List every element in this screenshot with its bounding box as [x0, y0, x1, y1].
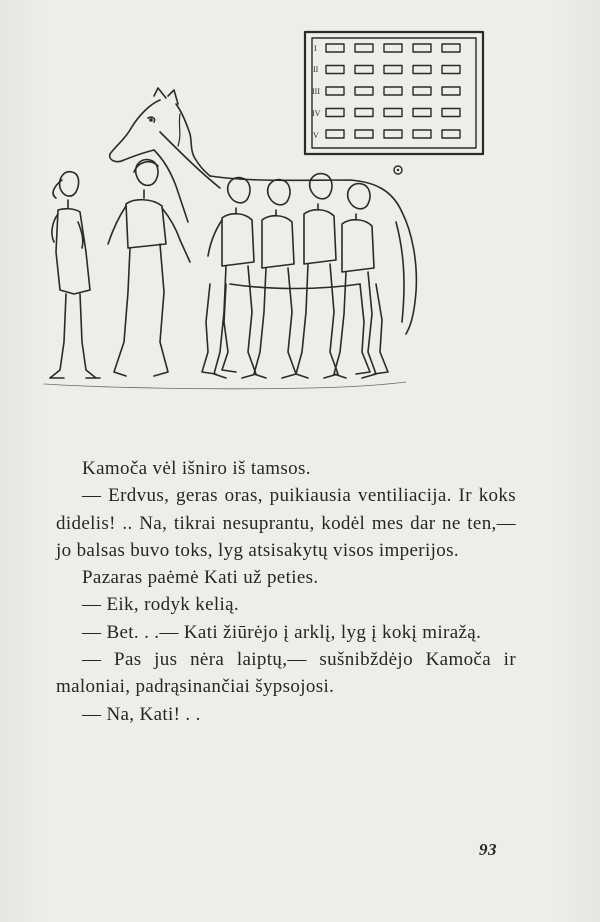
board-cell [355, 109, 373, 117]
children-group [208, 174, 376, 378]
board-cell [355, 66, 373, 74]
board-cell [384, 87, 402, 95]
board-cell [326, 130, 344, 138]
board-cell [384, 44, 402, 52]
board-row-mark-3: III [312, 87, 320, 96]
board-cell [326, 109, 344, 117]
board-cell [413, 44, 431, 52]
paragraph: Pazaras paėmė Kati už peties. [82, 567, 319, 589]
paragraph: — Bet. . .— Kati žiūrėjo į arklį, lyg į kokį miražą. [82, 621, 482, 643]
board-cell [442, 66, 460, 74]
wall-board [305, 32, 483, 154]
board-cell [384, 130, 402, 138]
board-cell [413, 109, 431, 117]
board-cell [413, 130, 431, 138]
board-cell [355, 44, 373, 52]
paragraph: — Eik, rodyk kelią. [82, 594, 240, 616]
line-drawing-horse-and-people [30, 22, 500, 407]
board-cell [326, 66, 344, 74]
board-cell [355, 87, 373, 95]
board-cell [442, 109, 460, 117]
board-cell [442, 130, 460, 138]
board-cell [442, 87, 460, 95]
board-row-mark-1: I [314, 44, 317, 53]
board-cell [413, 87, 431, 95]
woman-figure [50, 172, 100, 378]
board-cell [413, 66, 431, 74]
board-row-mark-2: II [313, 65, 319, 74]
paragraph: — Erdvus, geras oras, puikiausia ventiliacija. Ir koks didelis! .. Na, tikrai nesuprantu, kodėl mes dar ne ten,— jo balsas buvo toks, lyg atsisakytų visos imperijos. [56, 485, 516, 561]
board-cell [326, 44, 344, 52]
board-row-mark-5: V [313, 131, 319, 140]
illustration [30, 22, 500, 407]
page-number: 93 [479, 840, 497, 859]
paragraph: Kamoča vėl išniro iš tamsos. [82, 458, 311, 479]
board-cell [384, 66, 402, 74]
board-cell [384, 109, 402, 117]
body-text [56, 455, 516, 728]
paragraph: — Pas jus nėra laiptų,— sušnibždėjo Kamoča ir maloniai, padrąsinančiai šypsojosi. [56, 649, 516, 698]
board-cell [355, 130, 373, 138]
board-cell [442, 44, 460, 52]
board-row-mark-4: IV [312, 109, 321, 118]
board-cell [326, 87, 344, 95]
paragraph: — Na, Kati! . . [82, 703, 201, 725]
